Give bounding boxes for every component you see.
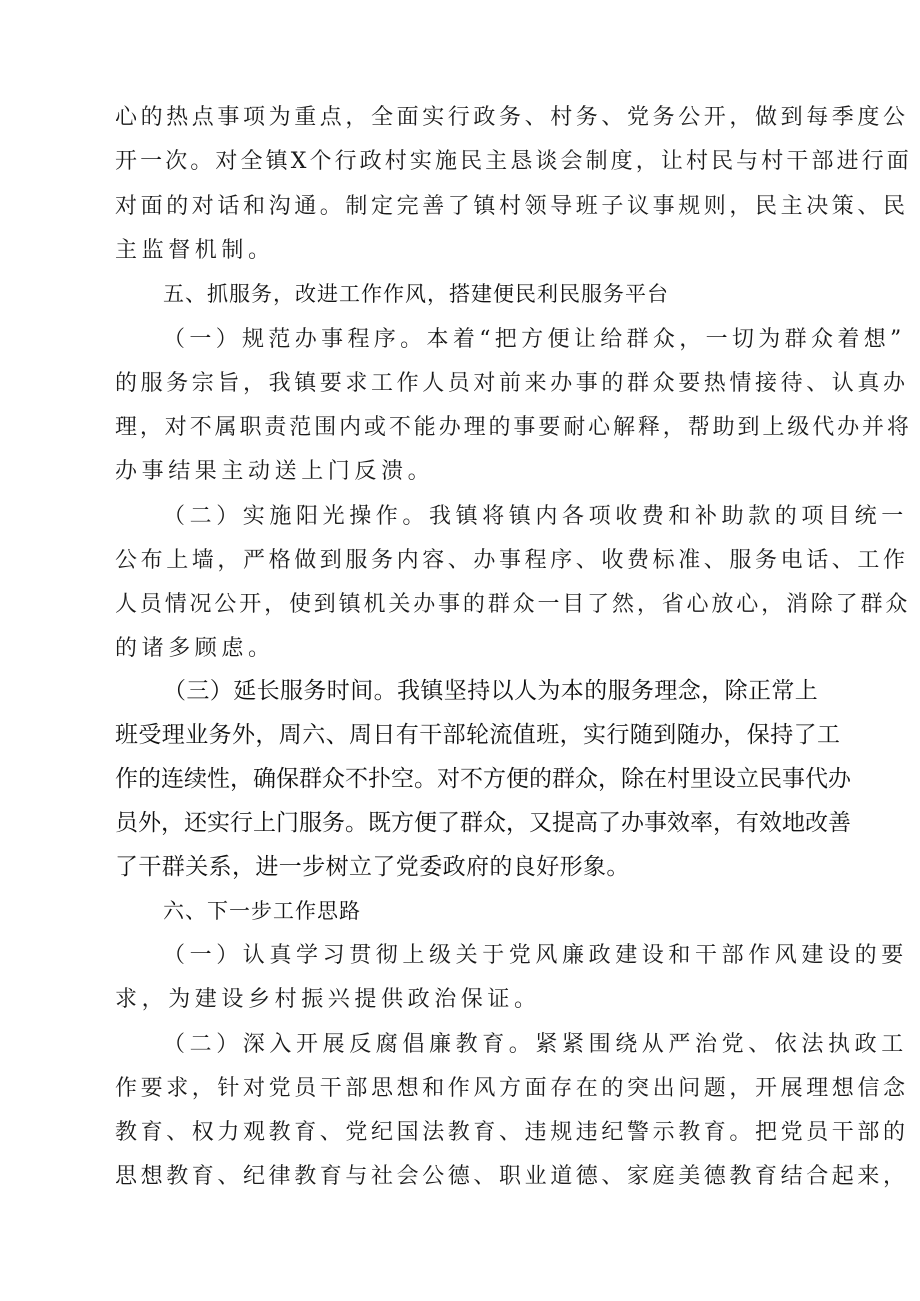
- body-text-line: 作的连续性，确保群众不扑空。对不方便的群众，除在村里设立民事代办: [115, 766, 851, 792]
- body-text-line: 心的热点事项为重点，全面实行政务、村务、党务公开，做到每季度公: [115, 105, 909, 130]
- section-heading: 六、下一步工作思路: [163, 899, 361, 923]
- body-text-line: 作要求，针对党员干部思想和作风方面存在的突出问题，开展理想信念: [115, 1076, 909, 1101]
- body-text-line: （二）实施阳光操作。我镇将镇内各项收费和补助款的项目统一: [163, 504, 908, 529]
- body-text-line: 的诸多顾虑。: [115, 636, 275, 661]
- body-text-line: 对面的对话和沟通。制定完善了镇村领导班子议事规则，民主决策、民: [115, 194, 909, 219]
- body-text-line: 员外，还实行上门服务。既方便了群众，又提高了办事效率，有效地改善: [115, 810, 851, 836]
- body-text-line: 公布上墙，严格做到服务内容、办事程序、收费标准、服务电话、工作: [115, 548, 909, 573]
- body-text-line: 办事结果主动送上门反溃。: [115, 459, 435, 484]
- body-text-line: 开一次。对全镇X个行政村实施民主恳谈会制度，让村民与村干部进行面: [115, 149, 912, 174]
- section-heading: 五、抓服务，改进工作作风，搭建便民利民服务平台: [163, 282, 669, 306]
- body-text-line: （三）延长服务时间。我镇坚持以人为本的服务理念，除正常上: [163, 678, 819, 704]
- body-text-line: 求，为建设乡村振兴提供政治保证。: [115, 987, 541, 1012]
- body-text-line: 教育、权力观教育、党纪国法教育、违规违纪警示教育。把党员干部的: [115, 1120, 909, 1145]
- body-text-line: （一）认真学习贯彻上级关于党风廉政建设和干部作风建设的要: [163, 943, 908, 968]
- body-text-line: 思想教育、纪律教育与社会公德、职业道德、家庭美德教育结合起来，: [115, 1164, 909, 1189]
- body-text-line: 班受理业务外，周六、周日有干部轮流值班，实行随到随办，保持了工: [115, 722, 841, 748]
- body-text-line: 了干群关系，进一步树立了党委政府的良好形象。: [115, 854, 630, 880]
- body-text-line: 人员情况公开，使到镇机关办事的群众一目了然，省心放心，消除了群众: [115, 592, 911, 617]
- body-text-line: （二）深入开展反腐倡廉教育。紧紧围绕从严治党、依法执政工: [163, 1032, 908, 1057]
- body-text-line: 理，对不属职责范围内或不能办理的事要耐心解释，帮助到上级代办并将: [115, 415, 912, 440]
- body-text-line: 的服务宗旨，我镇要求工作人员对前来办事的群众要热情接待、认真办: [115, 371, 909, 396]
- body-text-line: 主监督机制。: [115, 238, 275, 263]
- body-text-line: （一）规范办事程序。本着“把方便让给群众，一切为群众着想”: [163, 327, 906, 352]
